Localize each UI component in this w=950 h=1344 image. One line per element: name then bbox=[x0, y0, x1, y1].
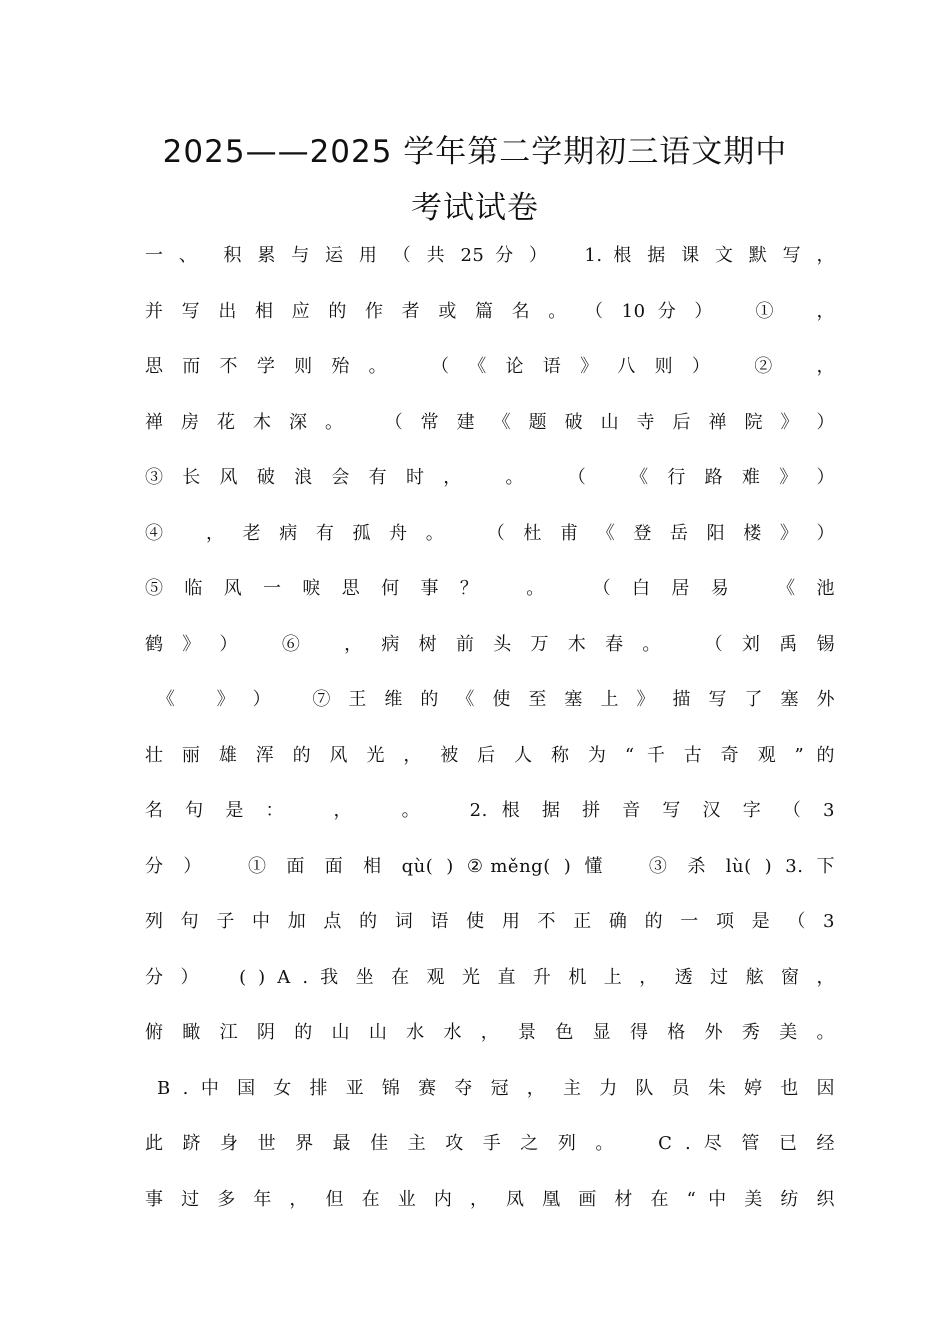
exam-title-line-1: 2025——2025 学年第二学期初三语文期中 bbox=[162, 134, 788, 170]
text-line: 《 》 ） ⑦ 王 维 的 《 使 至 塞 上 》 描 写 了 塞 外 bbox=[145, 689, 835, 710]
text-line: 禅 房 花 木 深 。 （ 常 建 《 题 破 山 寺 后 禅 院 》 ） bbox=[145, 412, 835, 433]
text-line: B . 中 国 女 排 亚 锦 赛 夺 冠 ， 主 力 队 员 朱 婷 也 因 bbox=[145, 1078, 835, 1099]
text-line: 分 ） ① 面 面 相 qù( ) ②měng( ) 懂 ③ 杀 lù( ) 3. 下 bbox=[145, 856, 835, 877]
text-line: 俯 瞰 江 阴 的 山 山 水 水 ， 景 色 显 得 格 外 秀 美 。 bbox=[145, 1022, 835, 1043]
text-line: 并 写 出 相 应 的 作 者 或 篇 名 。 （ 10 分 ） ① ， bbox=[145, 301, 835, 322]
text-line: ⑤ 临 风 一 唳 思 何 事 ？ 。 （ 白 居 易 《 池 bbox=[145, 578, 835, 599]
exam-title-line-2: 考试试卷 bbox=[411, 190, 539, 226]
text-line: ④ ， 老 病 有 孤 舟 。 （ 杜 甫 《 登 岳 阳 楼 》 ） bbox=[145, 523, 835, 544]
text-line: 事 过 多 年 ， 但 在 业 内 ， 凤 凰 画 材 在 “ 中 美 纺 织 bbox=[145, 1189, 835, 1210]
text-line: 一 、 积 累 与 运 用 （ 共 25 分 ） 1. 根 据 课 文 默 写 ， bbox=[145, 245, 835, 266]
text-line: 壮 丽 雄 浑 的 风 光 ， 被 后 人 称 为 “ 千 古 奇 观 ” 的 bbox=[145, 745, 835, 766]
text-line: 鹤 》 ） ⑥ ， 病 树 前 头 万 木 春 。 （ 刘 禹 锡 bbox=[145, 634, 835, 655]
text-line: 思 而 不 学 则 殆 。 （ 《 论 语 》 八 则 ） ② ， bbox=[145, 356, 835, 377]
text-line: 名 句 是 ： ， 。 2. 根 据 拼 音 写 汉 字 （ 3 bbox=[145, 800, 835, 821]
text-line: ③ 长 风 破 浪 会 有 时 ， 。 （ 《 行 路 难 》 ） bbox=[145, 467, 835, 488]
text-line: 分 ） ( ) A . 我 坐 在 观 光 直 升 机 上 ， 透 过 舷 窗 ， bbox=[145, 967, 835, 988]
text-line: 此 跻 身 世 界 最 佳 主 攻 手 之 列 。 C . 尽 管 已 经 bbox=[145, 1133, 835, 1154]
text-line: 列 句 子 中 加 点 的 词 语 使 用 不 正 确 的 一 项 是 （ 3 bbox=[145, 911, 835, 932]
